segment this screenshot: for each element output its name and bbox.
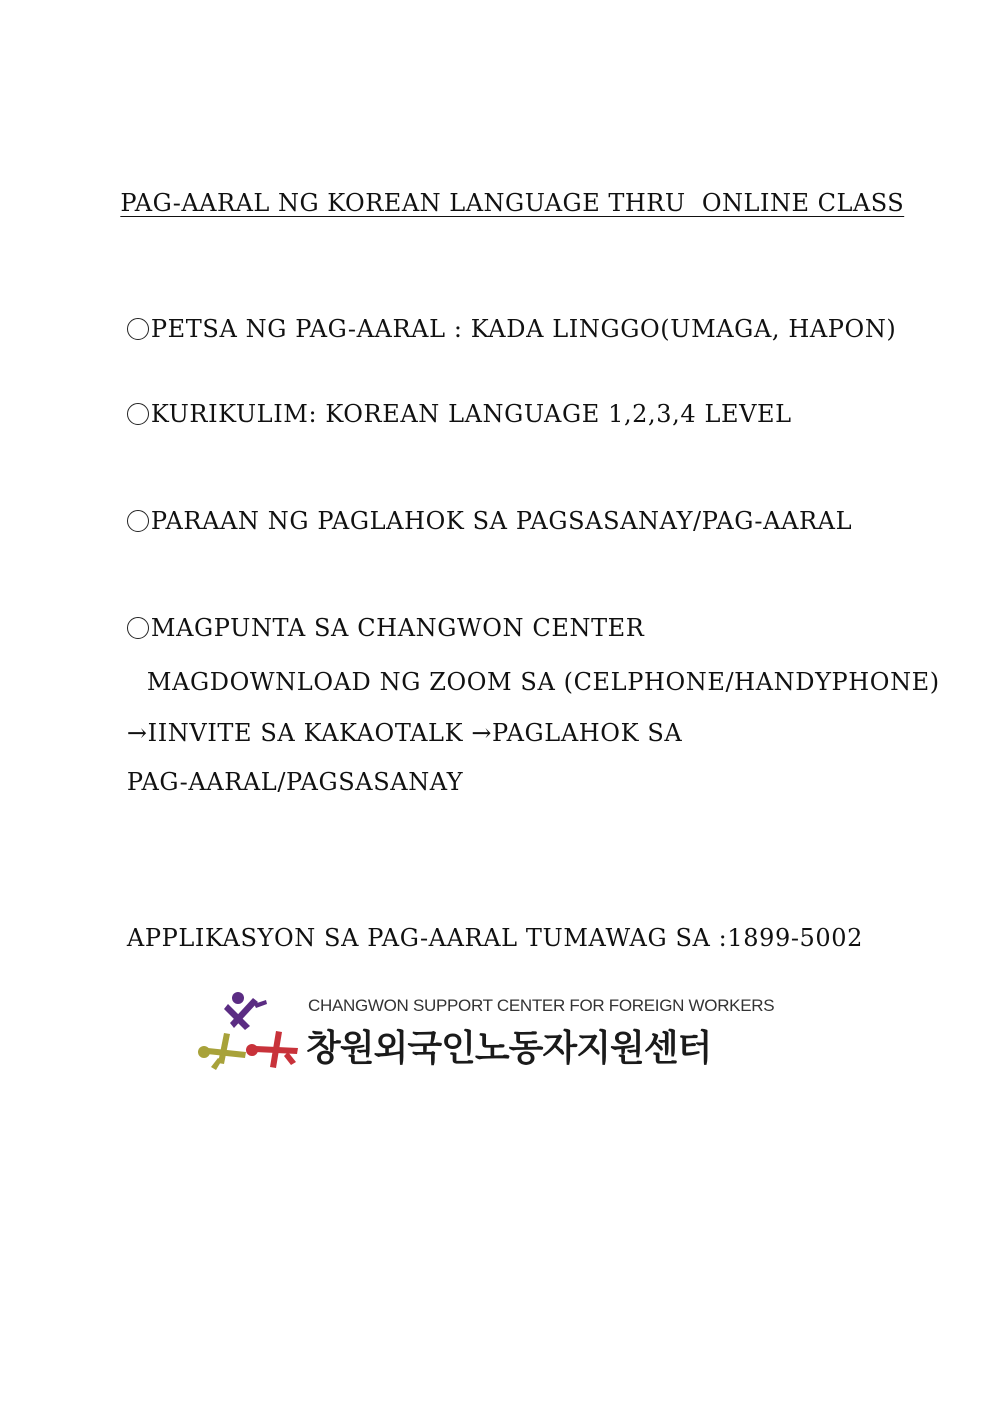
item-download-text: MAGDOWNLOAD NG ZOOM SA (CELPHONE/HANDYPHONE): [146, 668, 940, 696]
people-logo-icon: [198, 990, 302, 1074]
document-title: [0, 161, 992, 245]
olive-figure-icon: [198, 1033, 246, 1070]
item-method: [94, 479, 852, 563]
circle-bullet-icon: [127, 617, 149, 639]
center-logo: [198, 990, 775, 1074]
document-title-text: PAG-AARAL NG KOREAN LANGUAGE THRU ONLINE CLASS: [120, 189, 905, 217]
item-center-text: MAGPUNTA SA CHANGWON CENTER: [150, 614, 645, 642]
purple-figure-icon: [224, 992, 267, 1030]
application-contact: [94, 896, 863, 980]
logo-korean-name: 창원외국인노동자지원센터: [306, 1028, 712, 1069]
item-invite-text: →IINVITE SA KAKAOTALK →PAGLAHOK SA: [126, 719, 683, 747]
circle-bullet-icon: [127, 403, 149, 425]
circle-bullet-icon: [127, 510, 149, 532]
item-join-text: PAG-AARAL/PAGSASANAY: [126, 768, 464, 796]
logo-english-name: CHANGWON SUPPORT CENTER FOR FOREIGN WORKERS: [308, 996, 775, 1015]
item-curriculum-text: KURIKULIM: KOREAN LANGUAGE 1,2,3,4 LEVEL: [150, 400, 792, 428]
circle-bullet-icon: [127, 318, 149, 340]
item-curriculum: [94, 372, 792, 456]
item-method-text: PARAAN NG PAGLAHOK SA PAGSASANAY/PAG-AARAL: [150, 507, 853, 535]
item-schedule: [94, 287, 896, 371]
item-schedule-text: PETSA NG PAG-AARAL : KADA LINGGO(UMAGA, HAPON): [150, 315, 897, 343]
red-figure-icon: [246, 1031, 298, 1068]
application-contact-text: APPLIKASYON SA PAG-AARAL TUMAWAG SA :1899-5002: [126, 924, 864, 952]
item-join: [94, 740, 463, 824]
